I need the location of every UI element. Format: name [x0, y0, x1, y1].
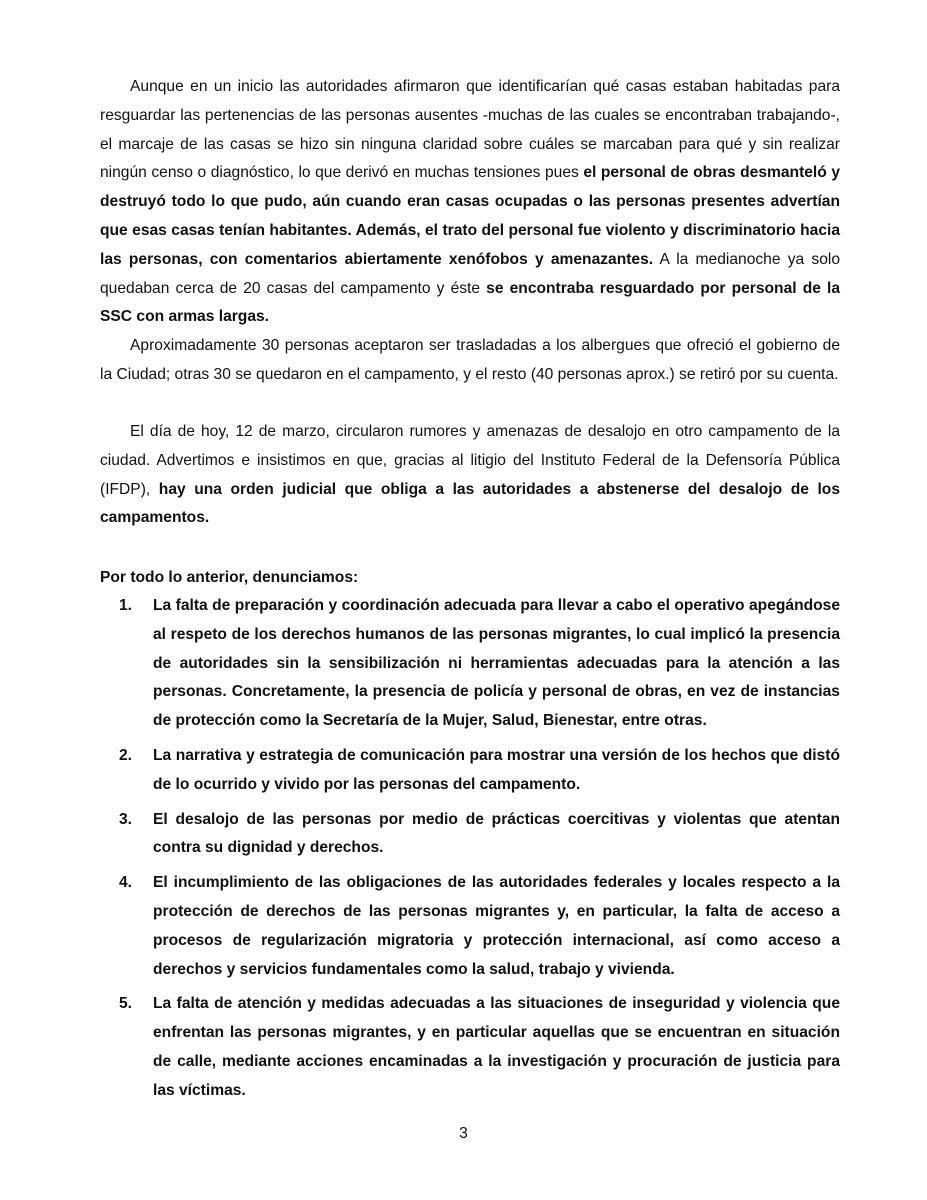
paragraph-court-order: [100, 418, 840, 533]
list-item-number: 5.: [119, 995, 133, 1013]
paragraph-text: Aunque en un inicio las autoridades afirmaron que identificarían qué casas estaban habitadas para resguardar las pertenencias de las personas ausentes -muchas de las cuales se encontraban trabajando-, el marcaje de las casas se hizo sin ninguna claridad sobre cuáles se marcaban para qué y sin realizar ningún censo o diagnóstico, lo que derivó en muchas tensiones pues: [100, 78, 840, 182]
list-item-number: 1.: [119, 597, 133, 614]
list-item: [100, 990, 840, 1105]
list-item-number: 3.: [119, 810, 133, 828]
paragraph-relocation: [100, 332, 840, 390]
paragraph-marking-houses: [100, 73, 840, 332]
denounce-list: [100, 592, 840, 1112]
denounce-heading: Por todo lo anterior, denunciamos:: [100, 569, 359, 586]
list-item: [100, 806, 840, 864]
paragraph-text: El día de hoy, 12 de marzo, circularon rumores y amenazas de desalojo en otro campamento de la ciudad. Advertimos e insistimos en que, gracias al litigio del Instituto Federal de la Defensoría Pública (IFDP),: [100, 423, 840, 498]
list-item-number: 4.: [119, 874, 133, 892]
page-number: 3: [459, 1125, 468, 1142]
list-item-number: 2.: [119, 746, 133, 764]
list-item-text: La falta de preparación y coordinación adecuada para llevar a cabo el operativo apegándose al respeto de los derechos humanos de las personas migrantes, lo cual implicó la presencia de autoridades sin la sensibilización ni herramientas adecuadas para la atención a las personas. Concretamente, la presencia de policía y personal de obras, en vez de instancias de protección como la Secretaría de la Mujer, Salud, Bienestar, entre otras.: [153, 597, 840, 730]
list-item: [100, 742, 840, 800]
list-item: [100, 869, 840, 984]
list-item-text: El desalojo de las personas por medio de prácticas coercitivas y violentas que atentan contra su dignidad y derechos.: [153, 810, 840, 857]
paragraph-bold-text: hay una orden judicial que obliga a las autoridades a abstenerse del desalojo de los campamentos.: [100, 480, 840, 527]
paragraph-bold-text: el personal de obras desmanteló y destruyó todo lo que pudo, aún cuando eran casas ocupadas o las personas presentes advertían que esas casas tenían habitantes. Además, el trato del personal fue violento y discriminatorio hacia las personas, con comentarios abiertamente xenófobos y amenazantes.: [100, 164, 840, 268]
list-item: [100, 592, 840, 736]
list-item-text: La falta de atención y medidas adecuadas a las situaciones de inseguridad y violencia que enfrentan las personas migrantes, y en particular aquellas que se encuentran en situación de calle, mediante acciones encaminadas a la investigación y procuración de justicia para las víctimas.: [153, 995, 840, 1099]
list-item-text: El incumplimiento de las obligaciones de las autoridades federales y locales respecto a la protección de derechos de las personas migrantes y, en particular, la falta de acceso a procesos de regularización migratoria y protección internacional, así como acceso a derechos y servicios fundamentales como la salud, trabajo y vivienda.: [153, 874, 840, 978]
paragraph-text: Aproximadamente 30 personas aceptaron ser trasladadas a los albergues que ofreció el gobierno de la Ciudad; otras 30 se quedaron en el campamento, y el resto (40 personas aprox.) se retiró por su cuenta.: [100, 337, 840, 383]
paragraph-bold-text: se encontraba resguardado por personal de la SSC con armas largas.: [100, 279, 841, 326]
list-item-text: La narrativa y estrategia de comunicación para mostrar una versión de los hechos que distó de lo ocurrido y vivido por las personas del campamento.: [153, 746, 840, 793]
paragraph-text: A la medianoche ya solo quedaban cerca de 20 casas del campamento y éste: [100, 250, 841, 297]
